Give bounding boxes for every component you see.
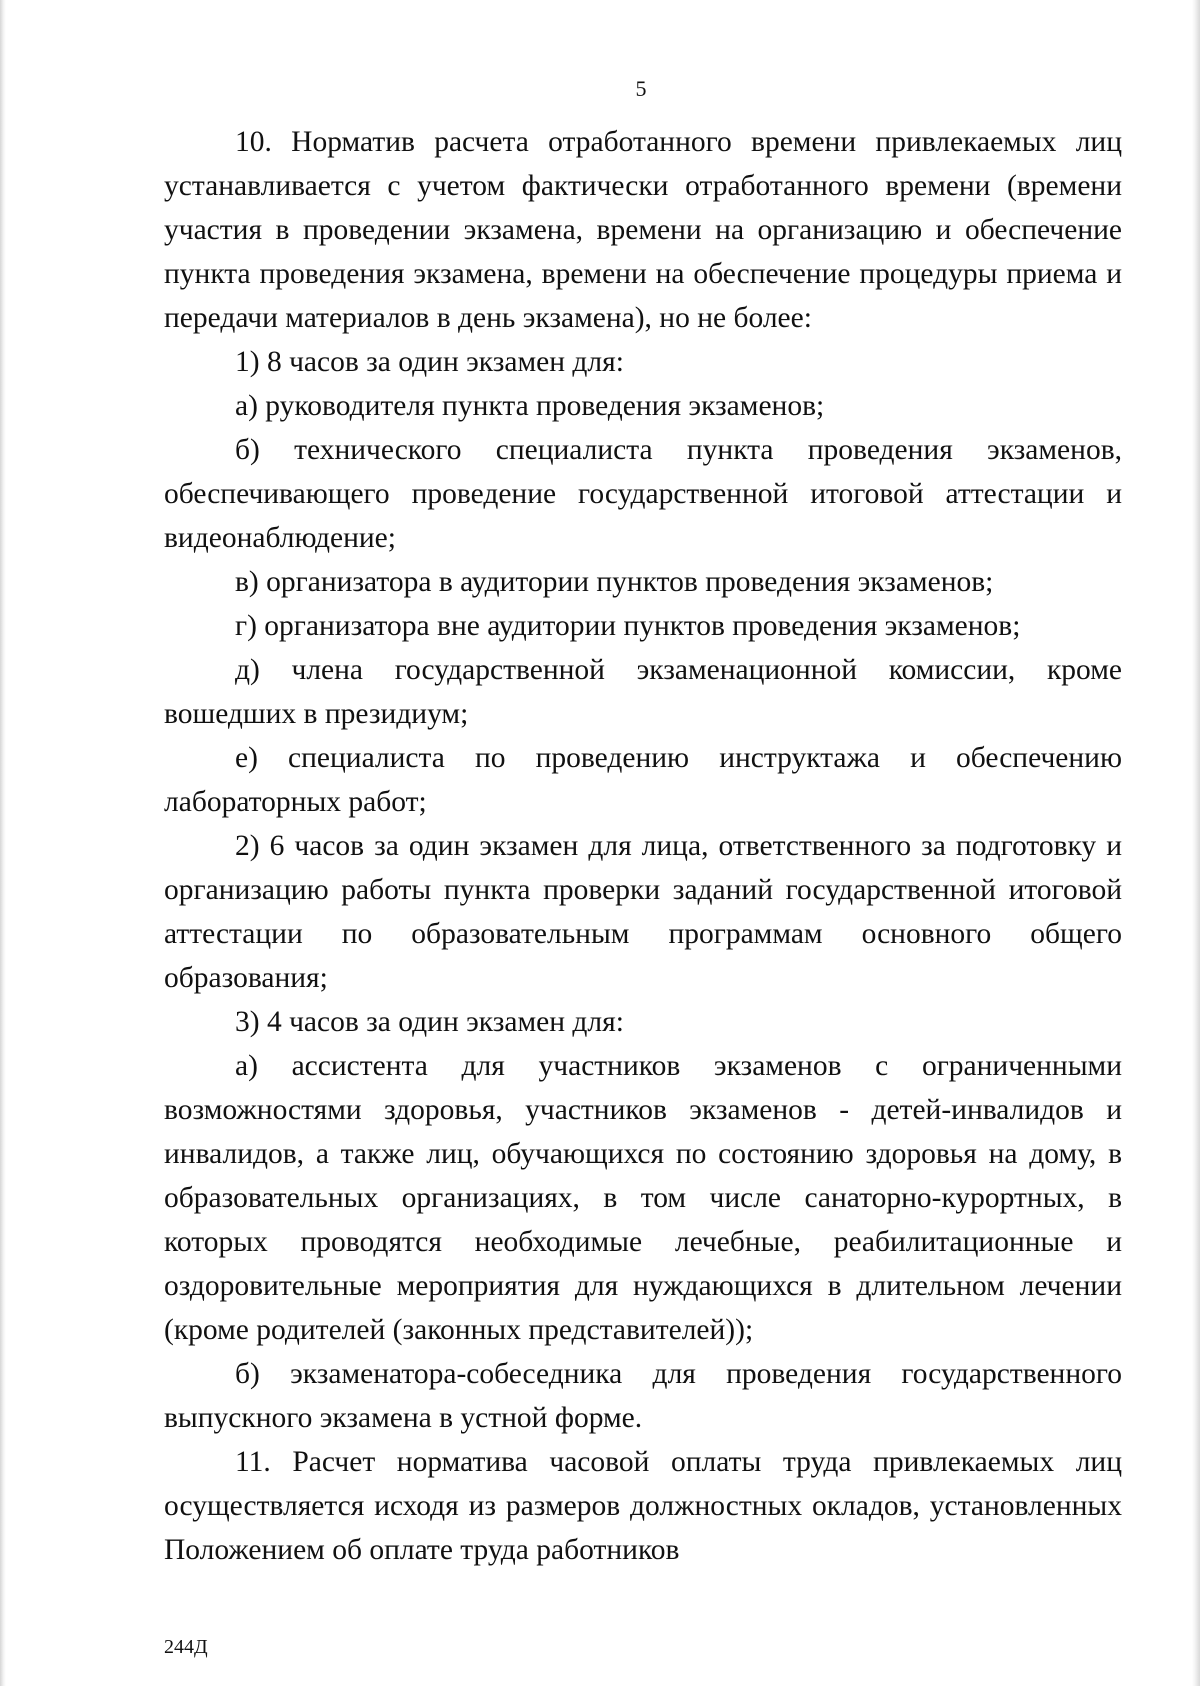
paragraph-10-item-1: 1) 8 часов за один экзамен для:	[235, 346, 624, 378]
paragraph-10-item-3: 3) 4 часов за один экзамен для:	[235, 1006, 624, 1038]
paragraph-10-item-1d: д) члена государственной экзаменационной комиссии, кроме вошедших в президиум;	[164, 654, 1122, 730]
paragraph-10-item-1e: е) специалиста по проведению инструктажа и обеспечению лабораторных работ;	[164, 742, 1122, 818]
paragraph-10-item-1b: б) технического специалиста пункта проведения экзаменов, обеспечивающего проведение государственной итоговой аттестации и видеонаблюдение;	[164, 434, 1122, 554]
paragraph-10-item-1v: в) организатора в аудитории пунктов проведения экзаменов;	[235, 566, 994, 598]
scan-edge-right	[1192, 0, 1200, 1686]
paragraph-10-item-3b: б) экзаменатора-собеседника для проведения государственного выпускного экзамена в устной форме.	[164, 1358, 1122, 1434]
paragraph-10: 10. Норматив расчета отработанного времени привлекаемых лиц устанавливается с учетом фактически отработанного времени (времени участия в проведении экзамена, времени на организацию и обеспечение пункта проведения экзамена, времени на обеспечение процедуры приема и передачи материалов в день экзамена), но не более:	[164, 126, 1122, 334]
paragraph-10-item-2: 2) 6 часов за один экзамен для лица, ответственного за подготовку и организацию работы пункта проверки заданий государственной итоговой аттестации по образовательным программам основного общего образования;	[164, 830, 1122, 994]
document-code: 244Д	[164, 1636, 208, 1658]
paragraph-10-item-3a: а) ассистента для участников экзаменов с ограниченными возможностями здоровья, участников экзаменов - детей-инвалидов и инвалидов, а также лиц, обучающихся по состоянию здоровья на дому, в образовательных организациях, в том числе санаторно-курортных, в которых проводятся необходимые лечебные, реабилитационные и оздоровительные мероприятия для нуждающихся в длительном лечении (кроме родителей (законных представителей));	[164, 1050, 1122, 1346]
document-body	[164, 120, 1122, 1572]
paragraph-11: 11. Расчет норматива часовой оплаты труда привлекаемых лиц осуществляется исходя из размеров должностных окладов, установленных Положением об оплате труда работников	[164, 1446, 1122, 1566]
scan-edge-left	[0, 0, 6, 1686]
paragraph-10-item-1a: а) руководителя пункта проведения экзаменов;	[235, 390, 825, 422]
page-number: 5	[635, 76, 647, 101]
paragraph-10-item-1g: г) организатора вне аудитории пунктов проведения экзаменов;	[235, 610, 1021, 642]
